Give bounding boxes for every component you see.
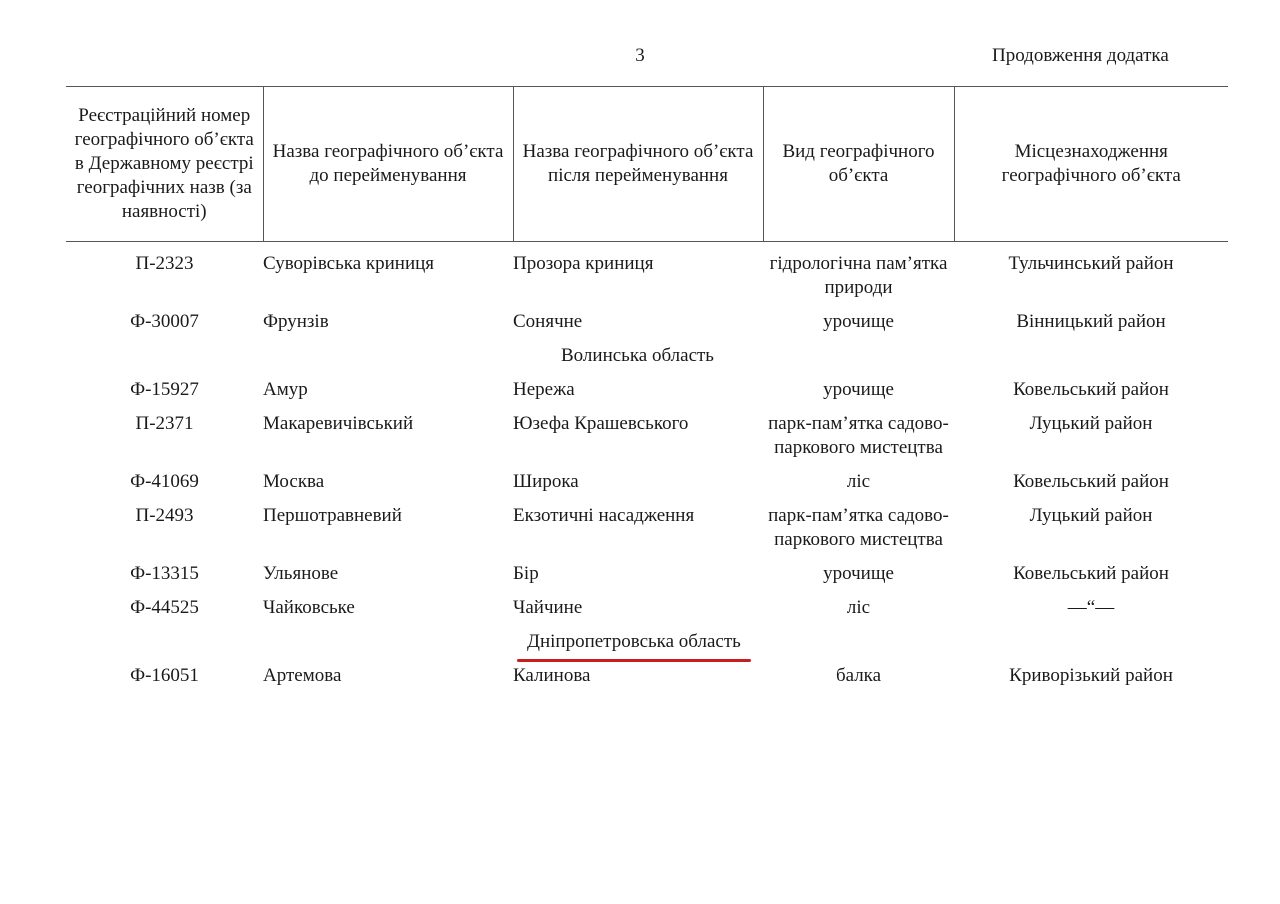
cell-reg-number: Ф-41069 (130, 471, 199, 492)
cell-new-name: Бір (513, 563, 539, 584)
table-row (66, 407, 1228, 465)
cell-reg-number: Ф-15927 (130, 379, 199, 400)
table-row (66, 305, 1228, 339)
table-row (66, 465, 1228, 499)
cell-old-name: Макаревичівський (263, 413, 414, 434)
cell-new-name: Чайчине (513, 597, 583, 618)
cell-location: Луцький район (1029, 413, 1153, 434)
cell-new-name: Юзефа Крашевського (513, 413, 689, 434)
header-location: Місцезнаходження географічного об’єкта (954, 87, 1228, 242)
cell-type: ліс (846, 471, 871, 492)
cell-type: ліс (846, 597, 871, 618)
cell-location: Криворізький район (1009, 665, 1173, 686)
page-number: 3 (635, 45, 645, 66)
cell-location: Ковельський район (1013, 379, 1169, 400)
cell-new-name: Нережа (513, 379, 575, 400)
cell-old-name: Амур (263, 379, 308, 400)
table-header-row (66, 87, 1228, 242)
cell-location: Тульчинський район (1008, 253, 1174, 274)
cell-reg-number: Ф-30007 (130, 311, 199, 332)
header-old-name: Назва географічного об’єкта до перейменування (263, 87, 513, 242)
cell-new-name: Сонячне (513, 311, 583, 332)
cell-old-name: Першотравневий (263, 505, 402, 526)
cell-reg-number: Ф-44525 (130, 597, 199, 618)
cell-new-name: Прозора криниця (513, 253, 654, 274)
cell-new-name: Екзотичні насадження (513, 505, 695, 526)
red-underline-mark (517, 659, 751, 662)
cell-old-name: Фрунзів (263, 311, 329, 332)
cell-location: —“— (1067, 597, 1115, 618)
continuation-label: Продовження додатка (992, 45, 1169, 66)
table-row (66, 557, 1228, 591)
rename-table (66, 86, 1228, 693)
cell-type: гідрологічна пам’ятка природи (769, 253, 948, 298)
cell-reg-number: П-2493 (135, 505, 194, 526)
cell-old-name: Ульянове (263, 563, 339, 584)
region-heading-text: Дніпропетровська область (527, 631, 741, 652)
cell-new-name: Калинова (513, 665, 591, 686)
region-row (66, 339, 1228, 373)
cell-type: парк-пам’ятка садово-паркового мистецтва (768, 505, 949, 550)
region-row (66, 625, 1228, 659)
region-heading-highlighted (527, 630, 741, 654)
cell-type: урочище (823, 563, 894, 584)
cell-old-name: Артемова (263, 665, 342, 686)
cell-type: балка (835, 665, 882, 686)
cell-old-name: Москва (263, 471, 325, 492)
cell-location: Луцький район (1029, 505, 1153, 526)
cell-new-name: Широка (513, 471, 579, 492)
region-heading: Волинська область (561, 345, 714, 366)
header-type: Вид географічного об’єкта (763, 87, 954, 242)
cell-reg-number: П-2371 (135, 413, 194, 434)
cell-old-name: Суворівська криниця (263, 253, 435, 274)
cell-type: урочище (823, 379, 894, 400)
cell-reg-number: П-2323 (135, 253, 194, 274)
table-row (66, 373, 1228, 407)
cell-type: урочище (823, 311, 894, 332)
cell-type: парк-пам’ятка садово-паркового мистецтва (768, 413, 949, 458)
table-row (66, 242, 1228, 306)
table-row (66, 591, 1228, 625)
header-new-name: Назва географічного об’єкта після перейменування (513, 87, 763, 242)
cell-old-name: Чайковське (263, 597, 355, 618)
table-row (66, 659, 1228, 693)
table-row (66, 499, 1228, 557)
cell-location: Ковельський район (1013, 471, 1169, 492)
cell-reg-number: Ф-13315 (130, 563, 199, 584)
cell-location: Вінницький район (1016, 311, 1166, 332)
cell-reg-number: Ф-16051 (130, 665, 199, 686)
cell-location: Ковельський район (1013, 563, 1169, 584)
header-reg-number: Реєстраційний номер географічного об’єкта в Державному реєстрі географічних назв (за наявності) (66, 87, 263, 242)
